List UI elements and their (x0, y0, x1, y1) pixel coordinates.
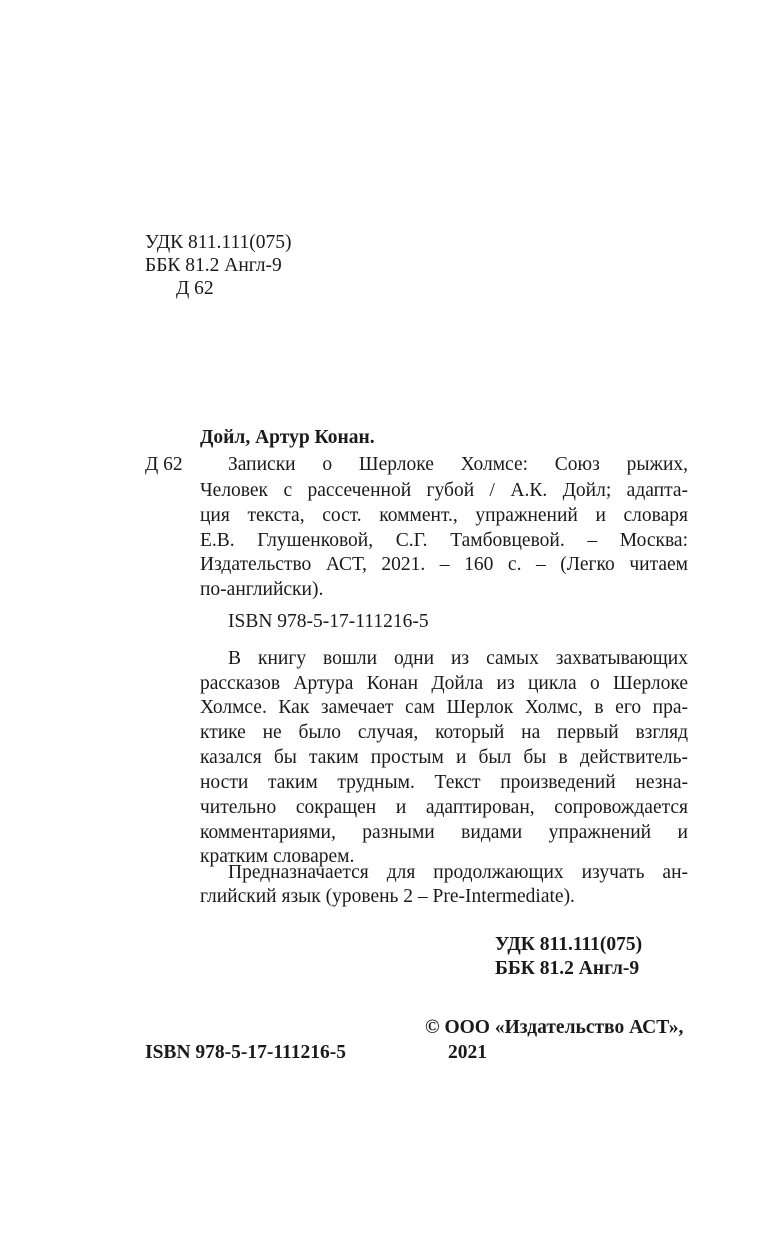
annotation-line: ктике не было случая, который на первый взгляд (200, 722, 688, 743)
annotation-line: рассказов Артура Конан Дойла из цикла о Шерлоке (200, 673, 688, 694)
annotation-line: кратким словарем. (200, 846, 355, 867)
record-line: ция текста, сост. коммент., упражнений и словаря (200, 505, 688, 526)
annotation-line: ности таким трудным. Текст произведений незна- (200, 772, 688, 793)
annotation-line: Предназначается для продолжающих изучать ан- (228, 862, 688, 883)
author-mark: Д 62 (176, 278, 214, 299)
record-line: Человек с рассеченной губой / А.К. Дойл; адапта- (200, 480, 688, 501)
record-line: Записки о Шерлоке Холмсе: Союз рыжих, (228, 454, 688, 475)
bottom-udk: УДК 811.111(075) (495, 934, 643, 955)
copyright-line: © ООО «Издательство АСТ», (425, 1017, 684, 1038)
bbk-code: ББК 81.2 Англ-9 (145, 255, 282, 276)
record-line: Е.В. Глушенковой, С.Г. Тамбовцевой. – Москва: (200, 530, 688, 551)
udk-code: УДК 811.111(075) (145, 232, 292, 253)
bottom-bbk: ББК 81.2 Англ-9 (495, 958, 640, 979)
record-line: Издательство АСТ, 2021. – 160 с. – (Легко читаем (200, 554, 688, 575)
record-line: по-английски). (200, 579, 324, 600)
annotation-line: Холмсе. Как замечает сам Шерлок Холмс, в его пра- (200, 697, 688, 718)
copyright-year: 2021 (448, 1042, 487, 1063)
record-mark: Д 62 (145, 454, 183, 475)
record-author: Дойл, Артур Конан. (200, 427, 375, 448)
record-isbn: ISBN 978-5-17-111216-5 (228, 611, 429, 632)
annotation-line: В книгу вошли одни из самых захватывающих (228, 648, 688, 669)
bottom-isbn: ISBN 978-5-17-111216-5 (145, 1042, 346, 1063)
annotation-line: казался бы таким простым и был бы в действитель- (200, 747, 688, 768)
annotation-line: комментариями, разными видами упражнений и (200, 822, 688, 843)
annotation-line: чительно сокращен и адаптирован, сопровождается (200, 797, 688, 818)
annotation-line: глийский язык (уровень 2 – Pre-Intermediate). (200, 886, 575, 907)
